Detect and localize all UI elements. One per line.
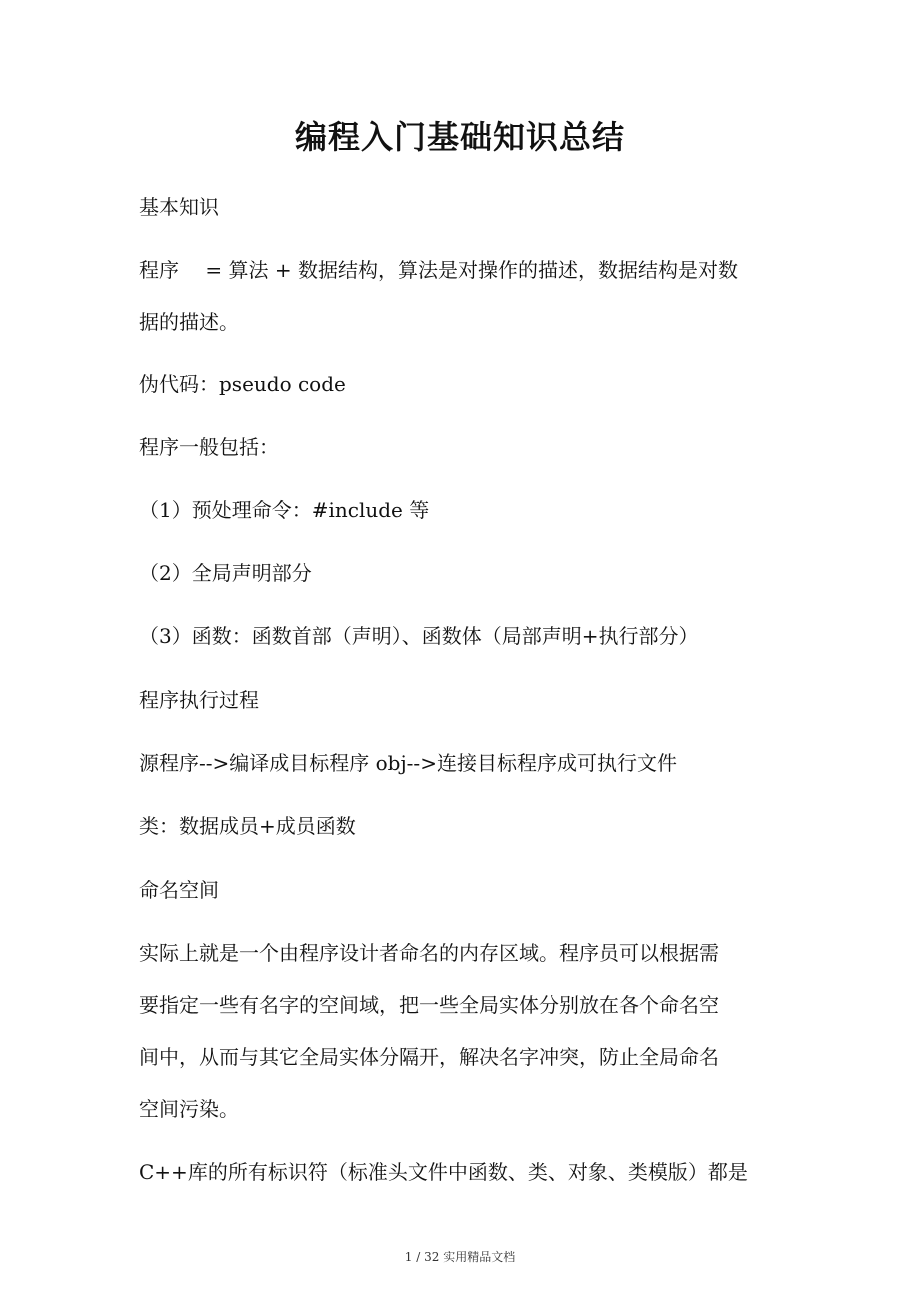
paragraph-pseudo-code: 伪代码：pseudo code — [139, 372, 346, 396]
heading-program-execution: 程序执行过程 — [139, 688, 259, 712]
paragraph-namespace-line-1: 实际上就是一个由程序设计者命名的内存区域。程序员可以根据需 — [139, 941, 719, 965]
paragraph-cpp-library: C++库的所有标识符（标准头文件中函数、类、对象、类模版）都是 — [139, 1160, 748, 1184]
page-footer: 1 / 32 实用精品文档 — [404, 1250, 516, 1264]
paragraph-namespace-line-2: 要指定一些有名字的空间域，把一些全局实体分别放在各个命名空 — [139, 993, 719, 1017]
heading-namespace: 命名空间 — [139, 878, 219, 902]
paragraph-program-definition-line-2: 据的描述。 — [139, 310, 239, 334]
paragraph-namespace-line-4: 空间污染。 — [139, 1097, 239, 1121]
paragraph-program-includes: 程序一般包括： — [139, 435, 279, 459]
list-item-functions: （3）函数：函数首部（声明）、函数体（局部声明+执行部分） — [139, 624, 699, 648]
heading-basic-knowledge: 基本知识 — [139, 195, 219, 219]
paragraph-execution-process: 源程序-->编译成目标程序 obj-->连接目标程序成可执行文件 — [139, 751, 677, 775]
paragraph-program-definition-line-1: 程序 = 算法 + 数据结构，算法是对操作的描述，数据结构是对数 — [139, 258, 738, 282]
paragraph-namespace-line-3: 间中，从而与其它全局实体分隔开，解决名字冲突，防止全局命名 — [139, 1045, 719, 1069]
list-item-global-declarations: （2）全局声明部分 — [139, 561, 312, 585]
document-title: 编程入门基础知识总结 — [294, 118, 625, 156]
paragraph-class-definition: 类：数据成员+成员函数 — [139, 814, 356, 838]
list-item-preprocessor: （1）预处理命令：#include 等 — [139, 498, 430, 522]
